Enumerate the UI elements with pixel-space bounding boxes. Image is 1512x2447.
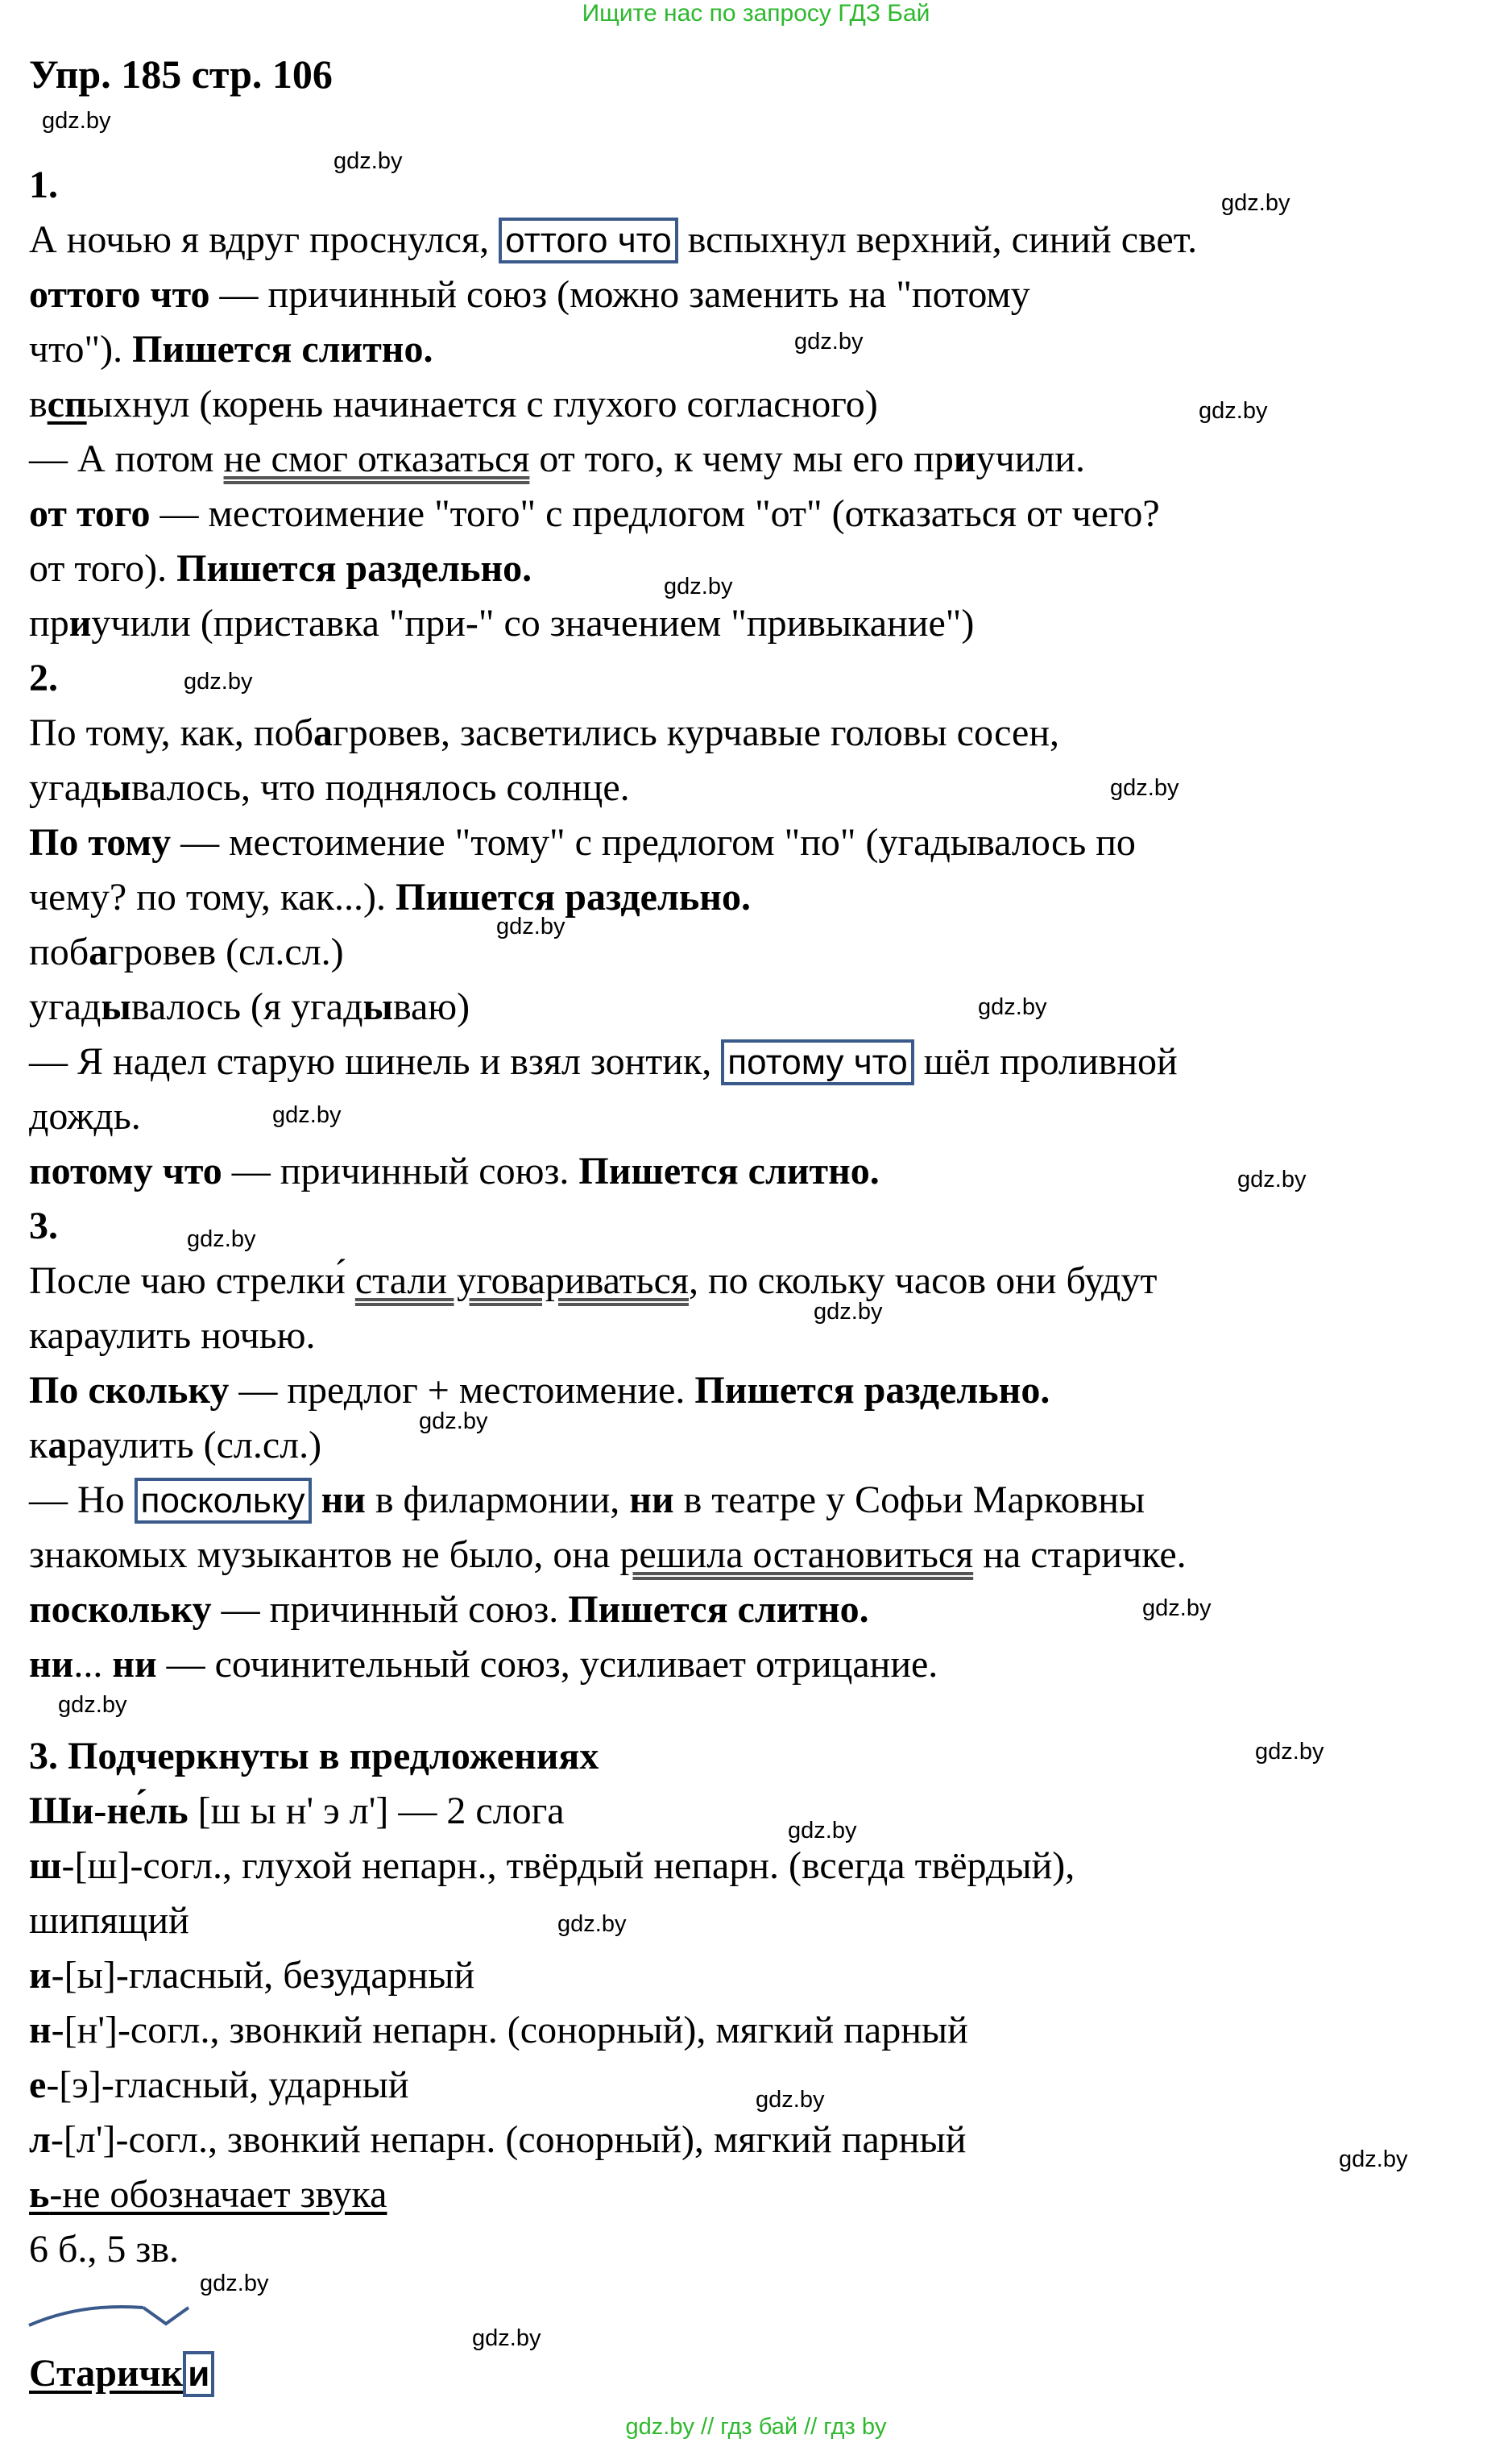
watermark: gdz.by xyxy=(200,2271,269,2296)
s1-line-2: оттого что — причинный союз (можно заменить на "потому xyxy=(29,273,1030,316)
watermark: gdz.by xyxy=(1237,1167,1307,1192)
watermark: gdz.by xyxy=(333,148,403,174)
section-2-number: 2. xyxy=(29,657,58,699)
watermark: gdz.by xyxy=(58,1692,127,1718)
section-3-number: 3. xyxy=(29,1205,58,1247)
s3-line-6: знакомых музыкантов не было, она решила остановиться на старичке. xyxy=(29,1533,1187,1576)
section-1-number: 1. xyxy=(29,164,58,206)
phonetic-letter-soft-sign: ь-не обозначает звука xyxy=(29,2173,387,2216)
s1-line-6: от того — местоимение "того" с предлогом "от" (отказаться от чего? xyxy=(29,492,1160,535)
watermark: gdz.by xyxy=(1142,1595,1212,1621)
s2-line-5: побагровев (сл.сл.) xyxy=(29,931,344,973)
s3-line-3: По скольку — предлог + местоимение. Пишется раздельно. xyxy=(29,1369,1050,1412)
watermark: gdz.by xyxy=(978,994,1047,1020)
watermark: gdz.by xyxy=(814,1299,883,1325)
conjunction-box: оттого что xyxy=(499,218,678,263)
watermark: gdz.by xyxy=(419,1408,488,1434)
watermark: gdz.by xyxy=(187,1226,256,1252)
watermark: gdz.by xyxy=(1339,2146,1408,2172)
s3-line-8: ни... ни — сочинительный союз, усиливает отрицание. xyxy=(29,1643,938,1686)
watermark: gdz.by xyxy=(664,574,733,599)
watermark: gdz.by xyxy=(557,1911,627,1937)
s3-line-2: караулить ночью. xyxy=(29,1314,316,1357)
phonetic-letter-sh-cont: шипящий xyxy=(29,1899,189,1942)
morphemic-word: Старичк и xyxy=(29,2346,1495,2401)
watermark: gdz.by xyxy=(42,108,111,134)
answer-content xyxy=(29,158,1495,2401)
s3-sentence-1: После чаю стрелки́ стали уговариваться, по скольку часов они будут xyxy=(29,1259,1158,1302)
s2-line-8: дождь. xyxy=(29,1095,141,1138)
section-4-heading: 3. Подчеркнуты в предложениях xyxy=(29,1735,599,1777)
s1-sentence-2: — А потом не смог отказаться от того, к чему мы его приучили. xyxy=(29,438,1085,480)
phonetic-letter-i: и-[ы]-гласный, безударный xyxy=(29,1954,475,1997)
s2-line-9: потому что — причинный союз. Пишется слитно. xyxy=(29,1150,880,1192)
watermark: gdz.by xyxy=(472,2325,541,2351)
watermark: gdz.by xyxy=(794,329,864,355)
phonetic-letter-l: л-[л']-согл., звонкий непарн. (сонорный), мягкий парный xyxy=(29,2118,967,2161)
s3-sentence-2: — Но поскольку ни в филармонии, ни в театре у Софьи Марковны xyxy=(29,1473,1495,1528)
footer-links: gdz.by // гдз бай // гдз by xyxy=(625,2414,887,2440)
s1-line-3: что"). Пишется слитно. xyxy=(29,328,433,371)
phonetic-letter-sh: ш-[ш]-согл., глухой непарн., твёрдый непарн. (всегда твёрдый), xyxy=(29,1844,1075,1887)
watermark: gdz.by xyxy=(496,914,565,939)
s3-line-4: караулить (сл.сл.) xyxy=(29,1424,322,1466)
s2-line-6: угадывалось (я угадываю) xyxy=(29,985,470,1028)
phonetic-letter-e: е-[э]-гласный, ударный xyxy=(29,2063,409,2106)
phonetic-word: Ши-не́ль [ш ы н' э л'] — 2 слога xyxy=(29,1790,565,1832)
conjunction-box: поскольку xyxy=(135,1478,312,1524)
root-arc-icon xyxy=(24,2298,234,2330)
watermark: gdz.by xyxy=(184,669,253,695)
watermark: gdz.by xyxy=(1199,398,1268,424)
s2-sentence-2: — Я надел старую шинель и взял зонтик, потому что шёл проливной xyxy=(29,1035,1495,1089)
ending-box: и xyxy=(183,2351,214,2397)
s1-line-8: приучили (приставка "при-" со значением "привыкание") xyxy=(29,602,975,645)
s2-line-2: угадывалось, что поднялось солнце. xyxy=(29,766,630,809)
watermark: gdz.by xyxy=(1255,1739,1324,1765)
s1-line-4: вспыхнул (корень начинается с глухого согласного) xyxy=(29,383,878,425)
s2-line-3: По тому — местоимение "тому" с предлогом "по" (угадывалось по xyxy=(29,821,1136,864)
watermark: gdz.by xyxy=(756,2087,825,2113)
s1-line-7: от того). Пишется раздельно. xyxy=(29,547,532,590)
top-banner: Ищите нас по запросу ГДЗ Бай xyxy=(582,0,930,27)
page-title: Упр. 185 стр. 106 xyxy=(29,52,333,97)
watermark: gdz.by xyxy=(272,1102,342,1128)
s1-sentence-1: А ночью я вдруг проснулся, оттого что вспыхнул верхний, синий свет. xyxy=(29,213,1495,268)
watermark: gdz.by xyxy=(1221,190,1290,216)
phonetic-summary: 6 б., 5 зв. xyxy=(29,2228,180,2271)
phonetic-letter-n: н-[н']-согл., звонкий непарн. (сонорный), мягкий парный xyxy=(29,2009,968,2051)
watermark: gdz.by xyxy=(788,1818,857,1844)
watermark: gdz.by xyxy=(1110,775,1179,801)
s2-line-4: чему? по тому, как...). Пишется раздельно. xyxy=(29,876,751,919)
s3-line-7: поскольку — причинный союз. Пишется слитно. xyxy=(29,1588,869,1631)
conjunction-box: потому что xyxy=(721,1039,913,1085)
s2-sentence-1: По тому, как, побагровев, засветились курчавые головы сосен, xyxy=(29,711,1060,754)
